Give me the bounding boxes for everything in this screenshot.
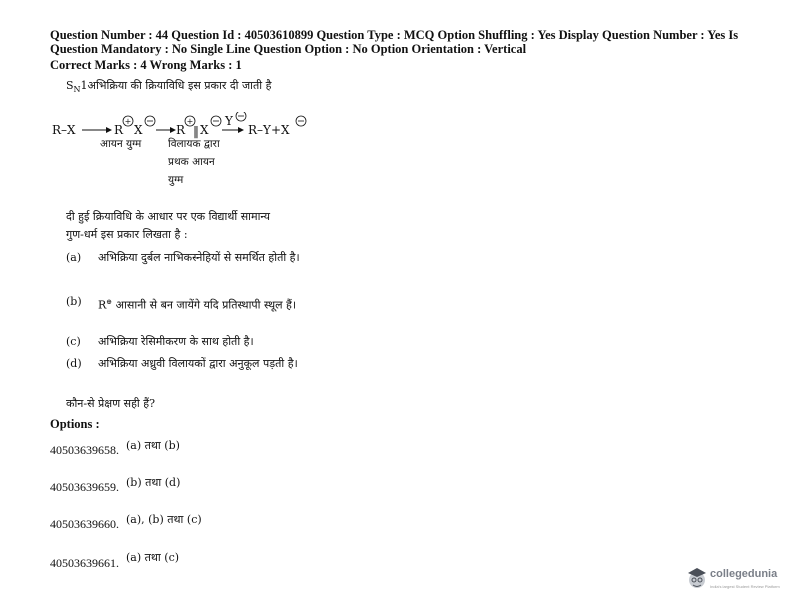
collegedunia-watermark [684, 562, 784, 602]
label-solvent-line1: विलायक द्वारा [168, 138, 220, 150]
question-header [50, 28, 750, 56]
sn-symbol: $S_N$ [66, 79, 81, 95]
header-line-1: Question Number : 44 Question Id : 40503610899 Question Type : MCQ Option Shuffling : Yes Display Question Number : Yes Is [50, 28, 739, 42]
statement-key: (b) [66, 295, 82, 308]
option-text: (a), (b) तथा (c) [126, 513, 202, 526]
statement-b [66, 294, 316, 328]
header-line-2: Question Mandatory : No Single Line Question Option : No Option Orientation : Vertical [50, 42, 527, 56]
reactant: R–X [52, 123, 76, 137]
label-solvent-line2: प्रथक आयन [168, 156, 215, 168]
brand-name: collegedunia [710, 568, 778, 580]
option-2[interactable] [50, 475, 250, 495]
statement-text: अभिक्रिया रेसिमीकरण के साथ होती है। [98, 335, 254, 348]
option-text: (a) तथा (c) [126, 551, 180, 564]
statement-key: (c) [66, 335, 81, 348]
statement-text: आसानी से बन जायेंगे यदि प्रतिस्थापी स्थूल हैं। [112, 298, 297, 312]
option-3[interactable] [50, 512, 250, 532]
label-solvent-line3: युग्म [168, 174, 184, 186]
statement-d [66, 356, 316, 390]
marks-line: Correct Marks : 4 Wrong Marks : 1 [50, 58, 242, 72]
separated-R: R [176, 123, 186, 137]
brand-tagline: India's largest Student Review Platform [710, 584, 780, 589]
question-intro [66, 78, 272, 98]
statement-text: अभिक्रिया दुर्बल नाभिकस्नेहियों से समर्थित होती है। [98, 251, 300, 264]
statement-a [66, 250, 316, 284]
option-id: 40503639660. [50, 517, 119, 531]
option-text: (a) तथा (b) [126, 439, 180, 452]
svg-text:+: + [124, 117, 132, 126]
nucleophile: Y [225, 114, 233, 128]
statement-c [66, 334, 316, 352]
mechanism-diagram [52, 112, 312, 192]
ion-pair-R: R [114, 123, 124, 137]
student-avatar-icon [686, 566, 708, 592]
para-line-2: गुण-धर्म इस प्रकार लिखता है : [66, 228, 188, 241]
para-line-1: दी हुई क्रियाविधि के आधार पर एक विद्यार्थी सामान्य [66, 210, 271, 223]
label-ion-pair: आयन युग्म [100, 138, 142, 150]
svg-text:+: + [186, 117, 194, 126]
ion-pair-X: X [134, 123, 143, 137]
option-id: 40503639659. [50, 480, 119, 494]
options-title: Options : [50, 417, 100, 431]
separated-X: X [200, 123, 209, 137]
option-text: (b) तथा (d) [126, 476, 181, 489]
statement-text: अभिक्रिया अध्रुवी विलायकों द्वारा अनुकूल पड़ती है। [98, 357, 298, 370]
option-1[interactable] [50, 438, 250, 458]
question-ask: कौन-से प्रेक्षण सही हैं? [66, 397, 156, 410]
product: R–Y+X [248, 123, 290, 137]
statement-text-wrap: R⊕ आसानी से बन जायेंगे यदि प्रतिस्थापी स्थूल हैं। [98, 298, 297, 312]
separator-bar: ‖ [193, 124, 199, 138]
intro-text: 1अभिक्रिया की क्रियाविधि इस प्रकार दी जाती है [80, 79, 272, 92]
option-id: 40503639658. [50, 443, 119, 457]
option-id: 40503639661. [50, 556, 119, 570]
option-4[interactable] [50, 550, 250, 570]
statement-key: (d) [66, 357, 82, 370]
statement-key: (a) [66, 251, 82, 264]
r-cation: R [98, 298, 107, 312]
question-paragraph [66, 208, 326, 244]
